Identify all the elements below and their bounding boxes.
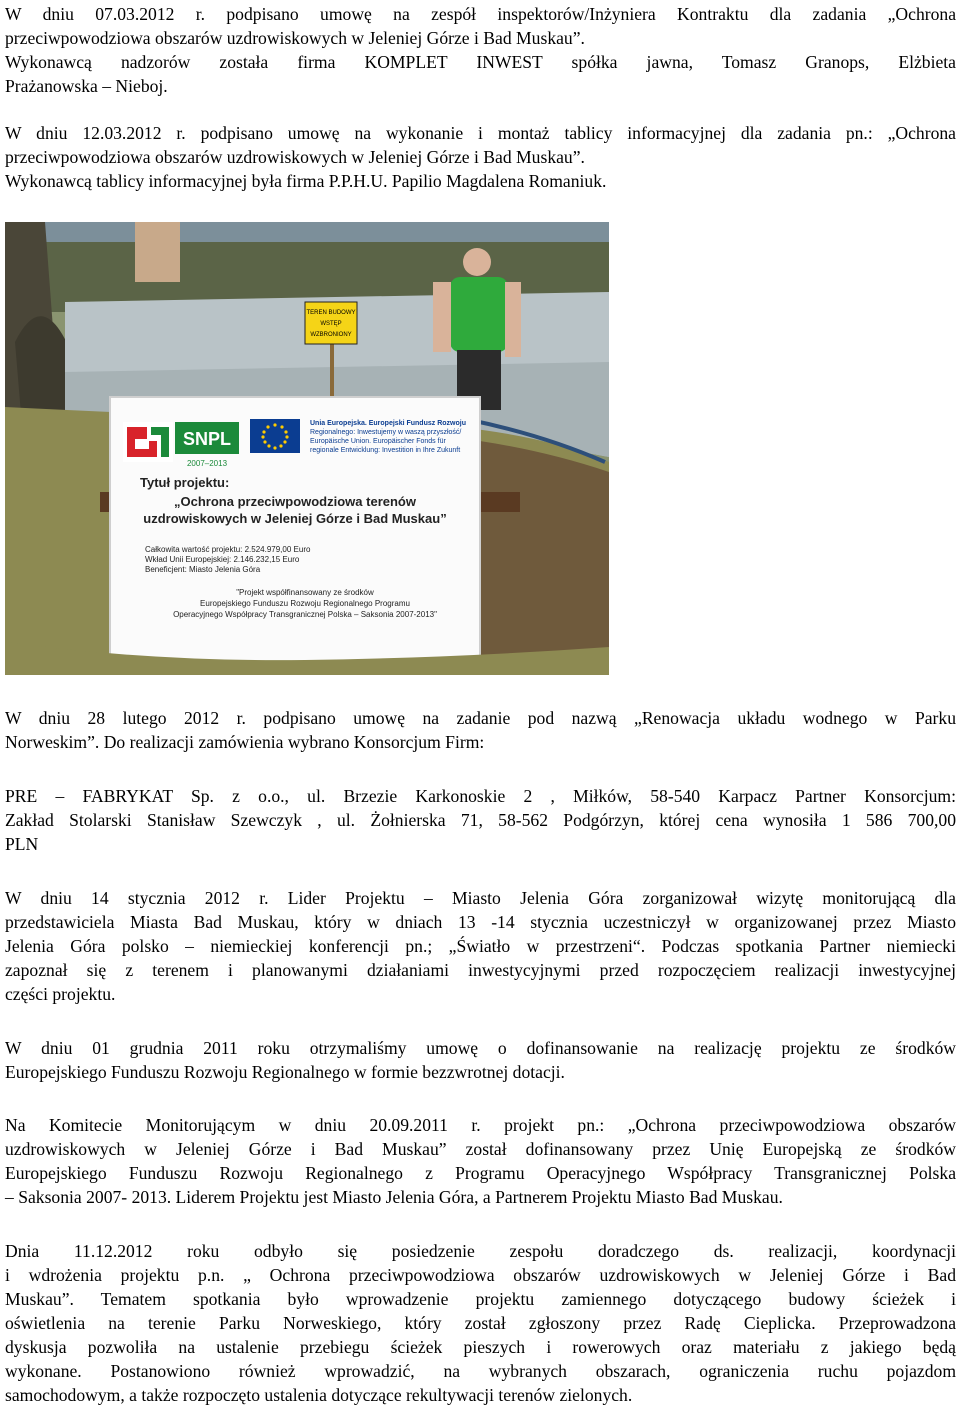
- eu-text-line: Unia Europejska. Europejski Fundusz Rozwoju: [310, 420, 466, 427]
- board-value-line: Całkowita wartość projektu: 2.524.979,00 Euro: [145, 545, 311, 554]
- text-line: W dniu 14 stycznia 2012 r. Lider Projektu – Miasto Jelenia Góra zorganizował wizytę monitorującą dla: [5, 888, 956, 908]
- text-line: W dniu 01 grudnia 2011 roku otrzymaliśmy umowę o dofinansowanie na realizację projektu ze środków: [5, 1038, 956, 1058]
- text-line: Europejskiego Funduszu Rozwoju Regionalnego z Programu Operacyjnego Współpracy Transgranicznej Polska: [5, 1163, 956, 1183]
- text-line: przeciwpowodziowa obszarów uzdrowiskowych w Jeleniej Górze i Bad Muskau”.: [5, 147, 585, 167]
- text-line: części projektu.: [5, 984, 116, 1004]
- text-line: Dnia 11.12.2012 roku odbyło się posiedzenie zespołu doradczego ds. realizacji, koordynacji: [5, 1241, 956, 1261]
- text-line: Na Komitecie Monitorującym w dniu 20.09.2011 r. projekt pn.: „Ochrona przeciwpowodziowa obszarów: [5, 1115, 956, 1135]
- snpl-logo-text: SNPL: [182, 429, 232, 449]
- sign-line: WZBRONIONY: [310, 332, 352, 338]
- text-line: Zakład Stolarski Stanisław Szewczyk , ul. Żołnierska 71, 58-562 Podgórzyn, której cena wynosiła 1 586 700,00: [5, 810, 956, 830]
- text-line: W dniu 12.03.2012 r. podpisano umowę na wykonanie i montaż tablicy informacyjnej dla zadania pn.: „Ochrona: [5, 123, 956, 143]
- text-line: przedstawiciela Miasta Bad Muskau, który w dniach 13 -14 stycznia uczestniczył w organizowanej przez Miasto: [5, 912, 956, 932]
- board-footer-line: "Projekt współfinansowany ze środków: [236, 588, 374, 597]
- text-line: zapoznał się z terenem i planowanymi działaniami inwestycyjnymi przed rozpoczęciem realizacji inwestycyjnej: [5, 960, 956, 980]
- paragraph-monitoring-committee: [5, 1113, 956, 1209]
- text-line: Norweskim”. Do realizacji zamówienia wybrano Konsorcjum Firm:: [5, 732, 485, 752]
- text-line: Europejskiego Funduszu Rozwoju Regionalnego w formie bezzwrotnej dotacji.: [5, 1062, 565, 1082]
- paragraph-inspector-contract: [5, 2, 956, 98]
- project-board-photo: [5, 222, 609, 675]
- sign-line: TEREN BUDOWY: [306, 310, 356, 316]
- text-line: PRE – FABRYKAT Sp. z o.o., ul. Brzezie Karkonoskie 2 , Miłków, 58-540 Karpacz Partner Konsorcjum:: [5, 786, 956, 806]
- board-title-line: „Ochrona przeciwpowodziowa terenów: [174, 494, 416, 509]
- text-line: Wykonawcą tablicy informacyjnej była firma P.P.H.U. Papilio Magdalena Romaniuk.: [5, 171, 607, 191]
- text-line: samochodowym, a także rozpoczęto ustalenia dotyczące rekultywacji terenów zielonych.: [5, 1385, 633, 1405]
- board-title-label: Tytuł projektu:: [140, 475, 230, 490]
- snpl-logo-years: 2007–2013: [186, 459, 228, 468]
- eu-text-line: regionale Entwicklung: Investition in Ihre Zukunft: [310, 447, 461, 454]
- text-line: Prażanowska – Nieboj.: [5, 76, 168, 96]
- board-footer-line: Europejskiego Funduszu Rozwoju Regionalnego Programu: [200, 599, 410, 608]
- text-line: uzdrowiskowych w Jeleniej Górze i Bad Muskau” został dofinansowany przez Unię Europejską ze środków: [5, 1139, 956, 1159]
- text-line: Wykonawcą nadzorów została firma KOMPLET INWEST spółka jawna, Tomasz Granops, Elżbieta: [5, 52, 956, 72]
- board-title-line: uzdrowiskowych w Jeleniej Górze i Bad Muskau”: [143, 511, 447, 526]
- paragraph-monitoring-visit: [5, 886, 956, 1006]
- text-line: W dniu 07.03.2012 r. podpisano umowę na zespół inspektorów/Inżyniera Kontraktu dla zadania „Ochrona: [5, 4, 956, 24]
- eu-text-line: Regionalnego: Inwestujemy w waszą przyszłość/: [310, 429, 462, 436]
- text-line: wykonane. Postanowiono również wprowadzić, na wybranych obszarach, ograniczenia ruchu pojazdom: [5, 1361, 956, 1381]
- board-footer-line: Operacyjnego Współpracy Transgranicznej Polska – Saksonia 2007-2013": [173, 610, 437, 619]
- text-line: Jelenia Góra polsko – niemieckiej konferencji pn.; „Światło w przestrzeni“. Podczas spotkania Partner niemiecki: [5, 936, 956, 956]
- eu-text-line: Europäische Union. Europäischer Fonds für: [310, 438, 446, 445]
- text-line: oświetlenia na terenie Parku Norweskiego, który został zgłoszony przez Radę Cieplicka. Przeprowadzona: [5, 1313, 956, 1333]
- text-line: W dniu 28 lutego 2012 r. podpisano umowę na zadanie pod nazwą „Renowacja układu wodnego w Parku: [5, 708, 956, 728]
- text-line: przeciwpowodziowa obszarów uzdrowiskowych w Jeleniej Górze i Bad Muskau”.: [5, 28, 585, 48]
- text-line: Muskau”. Tematem spotkania było wprowadzenie projektu zamiennego dotyczącego budowy ścieżek i: [5, 1289, 956, 1309]
- text-line: dyskusja pozwoliła na ustalenie przebiegu ścieżek pieszych i rowerowych oraz materiału z jakiego będą: [5, 1337, 956, 1357]
- eu-flag-icon: [250, 419, 300, 453]
- sign-line: WSTĘP: [320, 321, 342, 327]
- board-value-line: Beneficjent: Miasto Jelenia Góra: [145, 565, 261, 574]
- paragraph-info-board-contract: [5, 121, 956, 193]
- paragraph-funding-agreement: [5, 1036, 956, 1084]
- text-line: – Saksonia 2007- 2013. Liderem Projektu jest Miasto Jelenia Góra, a Partnerem Projektu Miasto Bad Muskau.: [5, 1187, 783, 1207]
- text-line: i wdrożenia projektu p.n. „ Ochrona przeciwpowodziowa obszarów uzdrowiskowych w Jeleniej Górze i Bad: [5, 1265, 956, 1285]
- paragraph-water-renovation: [5, 706, 956, 754]
- paragraph-advisory-meeting: [5, 1239, 956, 1407]
- board-value-line: Wkład Unii Europejskiej: 2.146.232,15 Euro: [145, 555, 300, 564]
- paragraph-consortium: [5, 784, 956, 856]
- text-line: PLN: [5, 834, 39, 854]
